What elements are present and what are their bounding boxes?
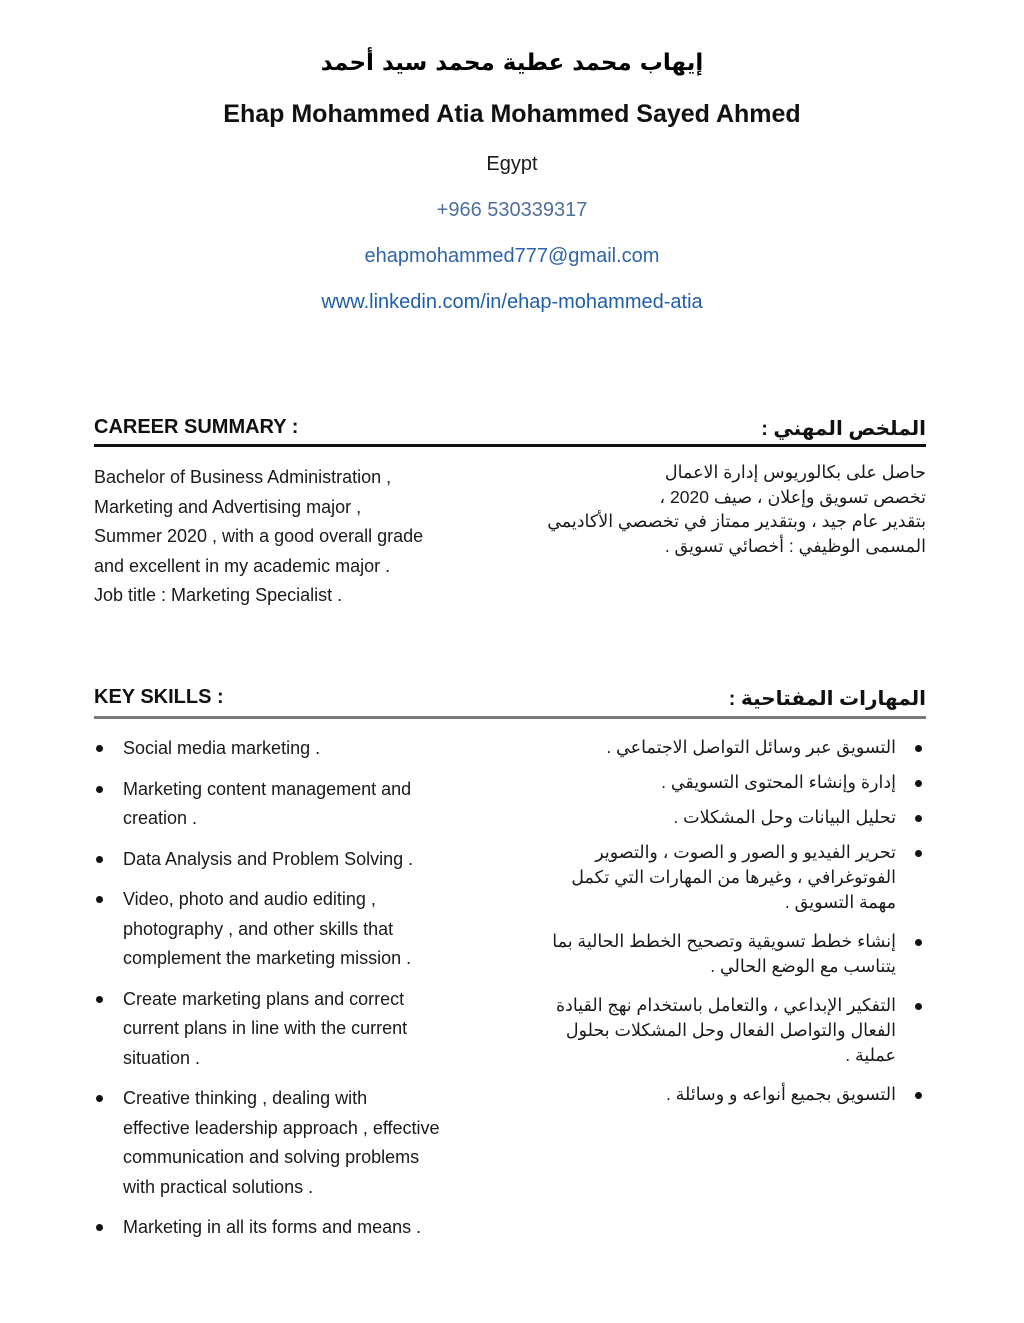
- skill-text: with practical solutions .: [123, 1176, 314, 1197]
- skill-text: current plans in line with the current: [123, 1018, 408, 1038]
- skill-text-ar: إنشاء خطط تسويقية وتصحيح الخطط الحالية بما: [552, 931, 896, 951]
- bullet-icon: [96, 996, 103, 1003]
- bullet-icon: [915, 939, 922, 946]
- bullet-icon: [96, 786, 103, 793]
- skill-text: Marketing content management and: [123, 778, 412, 799]
- skill-text: Data Analysis and Problem Solving .: [123, 848, 414, 869]
- bullet-icon: [96, 856, 103, 863]
- skill-item: [94, 885, 514, 974]
- country: Egypt: [486, 153, 538, 175]
- summary-line: Bachelor of Business Administration ,: [94, 467, 392, 487]
- skill-item: [94, 1084, 514, 1202]
- summary-line-ar: تخصص تسويق وإعلان ، صيف 2020 ،: [659, 486, 926, 507]
- skill-item-ar: [526, 1082, 926, 1107]
- skill-text: Social media marketing .: [123, 738, 321, 758]
- summary-line-ar: بتقدير عام جيد ، وبتقدير ممتاز في تخصصي الأكاديمي: [547, 511, 926, 531]
- skill-text: Create marketing plans and correct: [123, 988, 405, 1009]
- skill-text: effective leadership approach , effective: [123, 1117, 440, 1138]
- skill-text-ar: يتناسب مع الوضع الحالي .: [710, 956, 896, 976]
- skill-text-ar: الفوتوغرافي ، وغيرها من المهارات التي تكمل: [571, 867, 896, 887]
- skill-text-ar: التسويق بجميع أنواعه و وسائلة .: [665, 1084, 896, 1104]
- key-skills-list-english: [94, 734, 514, 1254]
- skill-item: [94, 734, 514, 764]
- career-summary-title-ar: الملخص المهني :: [761, 418, 926, 440]
- skill-item-ar: [526, 993, 926, 1068]
- bullet-icon: [915, 850, 922, 857]
- bullet-icon: [915, 745, 922, 752]
- skill-item-ar: [526, 735, 926, 760]
- key-skills-divider: [94, 716, 926, 719]
- key-skills-title-en: KEY SKILLS :: [94, 686, 224, 708]
- name-arabic: إيهاب محمد عطية محمد سيد أحمد: [320, 50, 704, 76]
- skill-text: creation .: [123, 808, 198, 828]
- bullet-icon: [915, 815, 922, 822]
- summary-line: Job title : Marketing Specialist .: [94, 585, 343, 605]
- bullet-icon: [96, 745, 103, 752]
- skill-item-ar: [526, 929, 926, 979]
- skill-text-ar: تحرير الفيديو و الصور و الصوت ، والتصوير: [595, 842, 896, 862]
- linkedin-link[interactable]: www.linkedin.com/in/ehap-mohammed-atia: [321, 291, 703, 313]
- key-skills-title-ar: المهارات المفتاحية :: [728, 688, 926, 710]
- summary-line-ar: المسمى الوظيفي : أخصائي تسويق .: [664, 535, 926, 556]
- skill-item: [94, 1213, 514, 1243]
- phone-number: +966 530339317: [436, 199, 588, 221]
- career-summary-header: [94, 416, 926, 448]
- skill-text: photography , and other skills that: [123, 918, 394, 939]
- summary-line: and excellent in my academic major .: [94, 555, 391, 576]
- skill-item-ar: [526, 840, 926, 915]
- bullet-icon: [915, 1003, 922, 1010]
- skill-text-ar: عملية .: [845, 1045, 896, 1065]
- bullet-icon: [96, 1224, 103, 1231]
- skill-item-ar: [526, 805, 926, 830]
- skill-item: [94, 845, 514, 875]
- skill-text-ar: الفعال والتواصل الفعال وحل المشكلات بحلول: [565, 1020, 896, 1040]
- skill-text: situation .: [123, 1047, 201, 1068]
- skill-text: communication and solving problems: [123, 1147, 420, 1167]
- skill-item: [94, 775, 514, 834]
- career-summary-arabic: [506, 460, 926, 558]
- career-summary-divider: [94, 444, 926, 447]
- career-summary-english: [94, 463, 494, 611]
- skill-text: Marketing in all its forms and means .: [123, 1217, 422, 1237]
- skill-text-ar: التفكير الإبداعي ، والتعامل باستخدام نهج القيادة: [555, 995, 896, 1015]
- bullet-icon: [915, 1092, 922, 1099]
- skill-text-ar: إدارة وإنشاء المحتوى التسويقي .: [661, 772, 896, 792]
- summary-line-ar: حاصل على بكالوريوس إدارة الاعمال: [664, 462, 926, 482]
- skill-text: Video, photo and audio editing ,: [123, 889, 376, 909]
- skill-text-ar: تحليل البيانات وحل المشكلات .: [673, 807, 896, 827]
- skill-item: [94, 985, 514, 1074]
- skill-text: complement the marketing mission .: [123, 948, 412, 968]
- bullet-icon: [96, 896, 103, 903]
- skill-item-ar: [526, 770, 926, 795]
- career-summary-title-en: CAREER SUMMARY :: [94, 416, 299, 438]
- summary-line: Summer 2020 , with a good overall grade: [94, 526, 424, 546]
- bullet-icon: [915, 780, 922, 787]
- email-link[interactable]: ehapmohammed777@gmail.com: [364, 245, 660, 267]
- key-skills-header: [94, 686, 926, 720]
- skill-text-ar: التسويق عبر وسائل التواصل الاجتماعي .: [606, 737, 896, 757]
- key-skills-list-arabic: [526, 735, 926, 1121]
- summary-line: Marketing and Advertising major ,: [94, 496, 362, 517]
- name-english: Ehap Mohammed Atia Mohammed Sayed Ahmed: [223, 100, 801, 128]
- bullet-icon: [96, 1095, 103, 1102]
- skill-text: Creative thinking , dealing with: [123, 1088, 368, 1108]
- skill-text-ar: مهمة التسويق .: [784, 892, 896, 912]
